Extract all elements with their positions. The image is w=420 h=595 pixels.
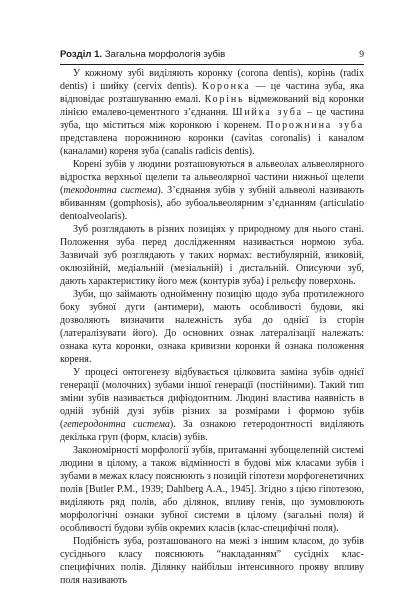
- paragraph: [60, 535, 364, 587]
- text-run: Корені зубів у людини розташовуються в альвеолах альвеолярного відростка верхньої щелепи та альвеолярної частини нижньої щелепи (: [60, 159, 364, 196]
- paragraph: [60, 444, 364, 535]
- paragraph: [60, 158, 364, 223]
- spaced-term: Шийка зуба: [232, 107, 303, 118]
- chapter-label: Розділ 1.: [60, 49, 103, 60]
- spaced-term: Корінь: [204, 94, 245, 105]
- paragraph: [60, 67, 364, 158]
- text-run: представлена порожниною коронки (cavitas coronalis) і каналом (каналами) кореня зуба (canalis radicis dentis).: [60, 133, 364, 157]
- italic-term: текодонтна система: [63, 185, 158, 196]
- text-run: У кожному зубі виділяють коронку (corona dentis), корінь (radix dentis) і шийку (cervix dentis).: [60, 68, 364, 92]
- text-run: Подібність зуба, розташованого на межі з іншим класом, до зубів сусіднього класу пояснюють “накладанням” сусідніх клас-специфічних полів. Ділянку найбільш інтенсивного прояву впливу поля називають: [60, 536, 364, 586]
- paragraph: [60, 366, 364, 444]
- text-run: У процесі онтогенезу відбувається цілковита заміна зубів однієї генерації (молочних) зубами іншої генерації (постійними). Такий тип зміни зубів називається дифіодонтним. Людині властива наявність в одній зубній дузі зубів різних за розмірами і формою зубів (: [60, 367, 364, 430]
- text-run: Зуби, що займають однойменну позицію щодо зуба протилежного боку зубної дуги (антимери), мають особливості будови, які дозволяють визначити належність зуба до однієї із сторін (латералізувати його). До основних ознак латералізації належать: ознака кута коронки, ознака кривизни коронки й ознака положення кореня.: [60, 289, 364, 365]
- text-run: відмежований від коронки лінією емалево-цементного з’єднання.: [60, 94, 364, 118]
- text-run: Зуб розглядають в різних позиціях у природному для нього стані. Положення зуба перед дослідженням називається нормою зуба. Зазвичай зуб розглядають у таких нормах: вестибулярній, язиковій, оклюзійній, медіальній (мезіальній) і дистальній. Описуючи зуб, дають характеристику його меж (контурів зуба) і рельєфу поверхонь.: [60, 224, 364, 287]
- spaced-term: Коронка: [202, 81, 251, 92]
- spaced-term: Порожнина зуба: [266, 120, 364, 131]
- paragraph: [60, 288, 364, 366]
- text-run: ). За ознакою гетеродонтності виділяють декілька груп (форм, класів) зубів.: [60, 419, 364, 443]
- paragraph: [60, 223, 364, 288]
- text-run: – це частина зуба, що міститься між коронкою і коренем.: [60, 107, 364, 131]
- italic-term: гетеродонтна система: [63, 419, 170, 430]
- text-body: [60, 67, 364, 593]
- text-run: — це частина зуба, яка відповідає розташуванню емалі.: [60, 81, 364, 105]
- page-number: 9: [359, 49, 364, 60]
- chapter-title: Загальна морфологія зубів: [104, 49, 226, 60]
- running-header: [60, 48, 364, 62]
- text-run: Закономірності морфології зубів, притаманні зубощелепній системі людини в цілому, а також відмінності в будові між класами зубів і зубами в межах класу пояснюють з позицій гіпотези морфогенетичних полів [Butler P.M., 1939; Dahlberg A.A., 1945]. Згідно з цією гіпотезою, виділяють ряд полів, або ділянок, впливу генів, що зумовлюють морфологічні ознаки зубної системи в цілому (загальні поля) й особливості будови зубів окремих класів (клас-специфічні поля).: [60, 445, 364, 534]
- text-run: ). З’єднання зубів у зубній альвеолі називають вбиванням (gomphosis), або зубоальвеолярним з’єднанням (articulatio dentoalveolaris).: [60, 185, 364, 222]
- header-rule: [60, 64, 364, 65]
